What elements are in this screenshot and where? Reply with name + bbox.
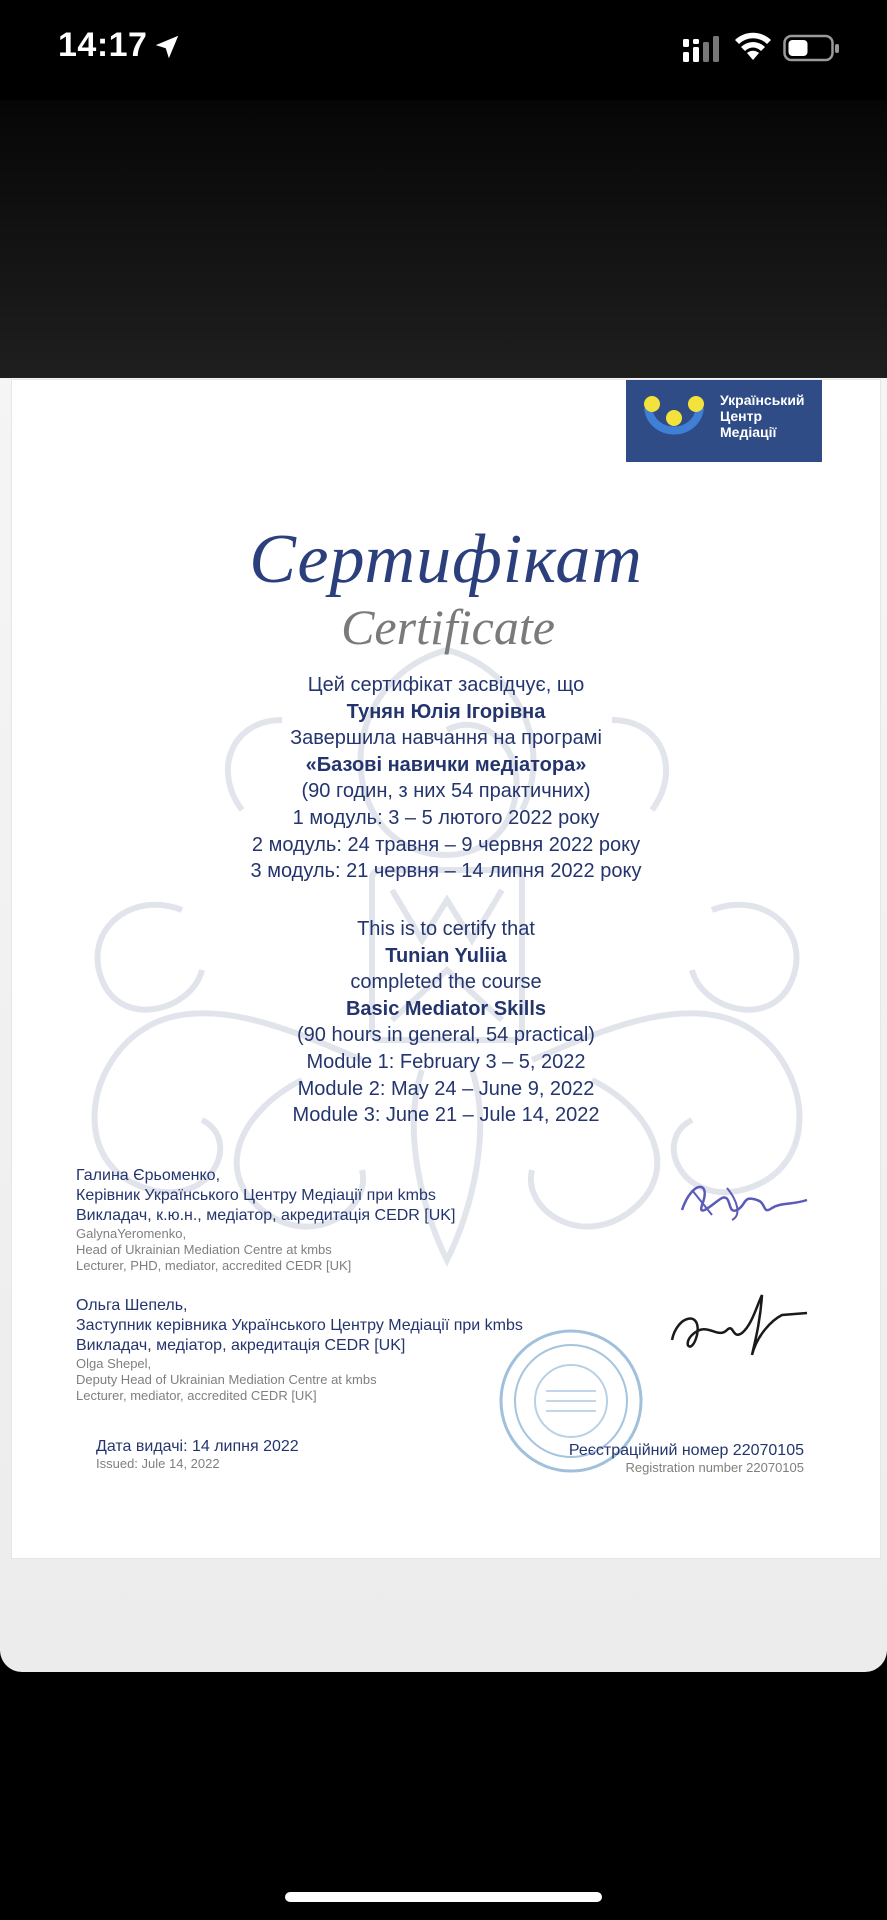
module-line: 1 модуль: 3 – 5 лютого 2022 року <box>292 806 600 829</box>
cert-line: completed the course <box>350 971 542 994</box>
signatory-role-ua: Викладач, медіатор, акредитація CEDR [UK] <box>76 1337 406 1354</box>
registration-number <box>569 1442 804 1476</box>
issue-date-en: Issued: Jule 14, 2022 <box>96 1456 220 1471</box>
registration-number-ua: Реєстраційний номер 22070105 <box>568 1442 804 1459</box>
home-indicator[interactable] <box>285 1892 602 1902</box>
ukrainian-mediation-centre-logo <box>626 380 822 462</box>
logo-mark-icon <box>638 390 710 452</box>
cert-line: Завершила навчання на програмі <box>290 727 602 750</box>
signatory-role-en: Lecturer, PHD, mediator, accredited CEDR [UK] <box>76 1258 352 1273</box>
certificate-title-ua: Сертифікат <box>249 521 643 598</box>
signatory-name-ua: Галина Єрьоменко, <box>76 1167 221 1184</box>
logo-text <box>720 392 820 440</box>
module-line: 3 модуль: 21 червня – 14 липня 2022 року <box>250 860 642 883</box>
wifi-icon <box>733 32 773 62</box>
course-name-ua: «Базові навички медіатора» <box>305 753 587 776</box>
signatory-role-ua: Заступник керівника Українського Центру Медіації при kmbs <box>76 1317 523 1334</box>
signatory-role-ua: Викладач, к.ю.н., медіатор, акредитація CEDR [UK] <box>76 1207 456 1224</box>
recipient-name-ua: Тунян Юлія Ігорівна <box>346 700 546 723</box>
module-line: Module 1: February 3 – 5, 2022 <box>306 1050 586 1073</box>
signature-2-handwriting <box>662 1285 812 1365</box>
battery-icon <box>783 34 841 62</box>
signatory-role-en: Lecturer, mediator, accredited CEDR [UK] <box>76 1388 317 1403</box>
status-time: 14:17 <box>58 26 148 64</box>
certificate-title-en: Certificate <box>341 599 555 655</box>
signatory-name-en: GalynaYeromenko, <box>76 1226 187 1241</box>
module-line: Module 2: May 24 – June 9, 2022 <box>297 1077 595 1100</box>
cert-line: Цей сертифікат засвідчує, що <box>307 674 585 696</box>
signatory-name-ua: Ольга Шепель, <box>76 1297 188 1314</box>
status-bar <box>0 0 887 100</box>
cellular-signal-icon <box>683 36 721 62</box>
certificate-image <box>12 380 880 1558</box>
logo-line: Український <box>720 392 805 408</box>
cert-line: This is to certify that <box>357 918 535 940</box>
signatory-name-en: Olga Shepel, <box>76 1356 152 1371</box>
signature-1-handwriting <box>672 1170 822 1240</box>
certificate-text-en <box>12 916 880 1129</box>
cert-line: (90 годин, з них 54 практичних) <box>301 780 591 803</box>
issue-date <box>96 1438 299 1472</box>
certificate-text-ua <box>12 672 880 885</box>
signatory-role-en: Head of Ukrainian Mediation Centre at kmbs <box>76 1242 332 1257</box>
module-line: Module 3: June 21 – Jule 14, 2022 <box>292 1104 600 1127</box>
signatory-role-en: Deputy Head of Ukrainian Mediation Centre at kmbs <box>76 1372 377 1387</box>
top-dark-area <box>0 100 887 380</box>
signatory-role-ua: Керівник Українського Центру Медіації при kmbs <box>76 1187 436 1204</box>
logo-line: Медіації <box>720 424 777 440</box>
course-name-en: Basic Mediator Skills <box>345 997 547 1020</box>
cert-line: (90 hours in general, 54 practical) <box>297 1024 595 1047</box>
issue-date-ua: Дата видачі: 14 липня 2022 <box>96 1438 299 1455</box>
signatory-1 <box>76 1166 696 1274</box>
recipient-name-en: Tunian Yuliia <box>385 944 507 967</box>
logo-line: Центр <box>720 408 763 424</box>
location-arrow-icon <box>152 32 182 62</box>
module-line: 2 модуль: 24 травня – 9 червня 2022 року <box>251 833 641 856</box>
registration-number-en: Registration number 22070105 <box>625 1460 804 1475</box>
